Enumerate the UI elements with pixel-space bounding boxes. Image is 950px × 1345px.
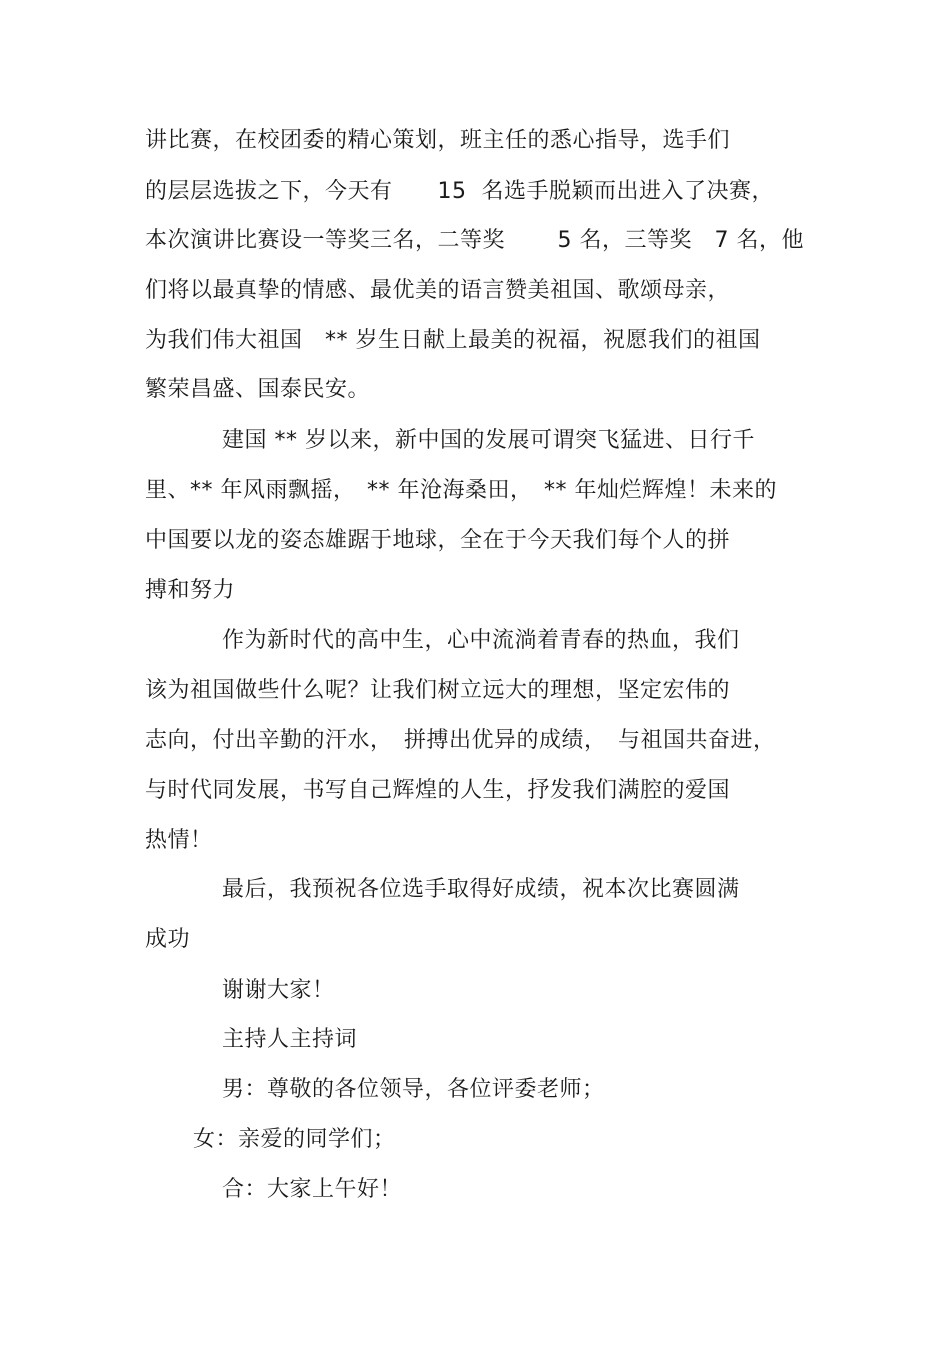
text-line: 为我们伟大祖国 ** 岁生日献上最美的祝福，祝愿我们的祖国 xyxy=(145,328,761,353)
section-heading: 主持人主持词 xyxy=(222,1027,358,1052)
text-line: 谢谢大家！ xyxy=(222,978,335,1003)
text-line: 最后，我预祝各位选手取得好成绩，祝本次比赛圆满 xyxy=(222,877,740,902)
text-line: 成功 xyxy=(145,927,191,952)
text-line: 志向，付出辛勤的汗水， 拼搏出优异的成绩， 与祖国共奋进， xyxy=(145,728,776,753)
text-line: 里、** 年风雨飘摇， ** 年沧海桑田， ** 年灿烂辉煌！未来的 xyxy=(145,478,777,503)
text-line: 作为新时代的高中生，心中流淌着青春的热血，我们 xyxy=(222,628,740,653)
text-line: 建国 ** 岁以来，新中国的发展可谓突飞猛进、日行千 xyxy=(222,428,755,453)
dialogue-line: 合：大家上午好！ xyxy=(222,1177,403,1202)
text-line: 与时代同发展，书写自己辉煌的人生，抒发我们满腔的爱国 xyxy=(145,778,731,803)
dialogue-line: 男：尊敬的各位领导，各位评委老师； xyxy=(222,1077,605,1102)
text-line: 们将以最真挚的情感、最优美的语言赞美祖国、歌颂母亲， xyxy=(145,278,731,303)
text-line: 讲比赛，在校团委的精心策划，班主任的悉心指导，选手们 xyxy=(145,128,731,153)
text-line: 的层层选拔之下，今天有 15 名选手脱颖而出进入了决赛， xyxy=(145,179,774,204)
text-line: 热情！ xyxy=(145,828,213,853)
text-line: 中国要以龙的姿态雄踞于地球，全在于今天我们每个人的拼 xyxy=(145,528,731,553)
dialogue-line: 女：亲爱的同学们； xyxy=(193,1127,396,1152)
text-line: 本次演讲比赛设一等奖三名，二等奖 5 名，三等奖 7 名，他 xyxy=(145,228,804,253)
text-line: 搏和努力 xyxy=(145,578,236,603)
text-line: 该为祖国做些什么呢？让我们树立远大的理想，坚定宏伟的 xyxy=(145,678,731,703)
text-line: 繁荣昌盛、国泰民安。 xyxy=(145,377,371,402)
